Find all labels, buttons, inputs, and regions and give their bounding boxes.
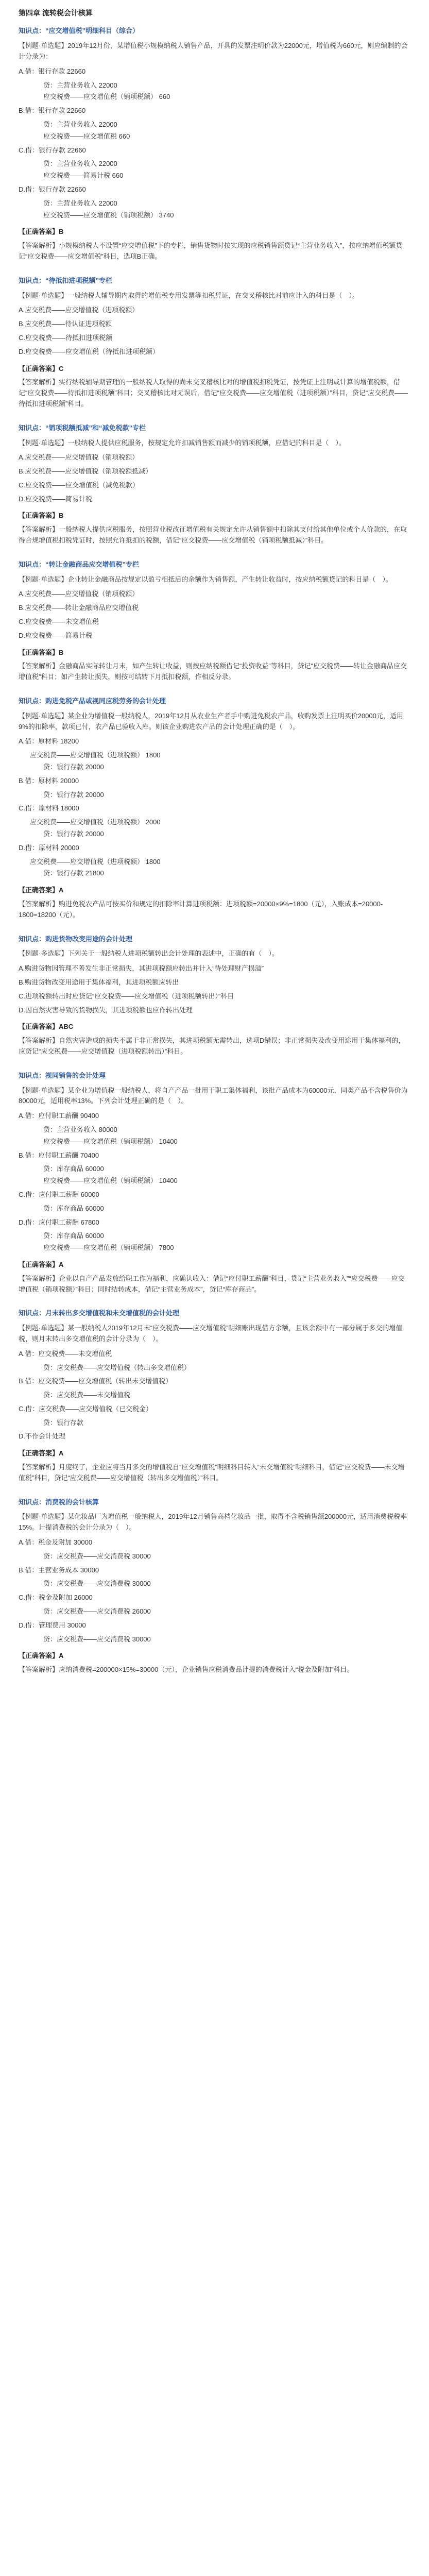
option-line: A.借：应交税费——未交增值税 — [19, 1349, 112, 1358]
option-line: A.购进货物因管理不善发生非正常损失，其进项税额应转出并计入“待处理财产损溢” — [19, 964, 264, 973]
option-line: B.购进货物改变用途用于集体福利，其进项税额应转出 — [19, 978, 179, 986]
journal-entry-line: 贷：银行存款 20000 — [43, 790, 104, 799]
answer-explanation: 【答案解析】购进免税农产品可按买价和规定的扣除率计算进项税额：进项税额=20000×9%=1800（元），入账成本=20000-1800=18200（元）。 — [19, 900, 383, 919]
journal-entry-line: 贷：银行存款 21800 — [43, 869, 104, 877]
journal-entry-line: 贷：银行存款 — [43, 1418, 84, 1427]
correct-answer: 【正确答案】A — [19, 1260, 64, 1268]
answer-explanation: 【答案解析】小规模纳税人不设置“应交增值税”下的专栏，销售货物时按实现的应税销售额贷记“主营业务收入”，按应纳增值税额贷记“应交税费——应交增值税”科目，选项B正确。 — [19, 242, 403, 260]
correct-answer: 【正确答案】A — [19, 886, 64, 894]
question-section — [19, 423, 410, 546]
journal-entry-line: 应交税费——应交增值税（进项税额） 1800 — [30, 751, 161, 759]
knowledge-point-title: 知识点：“待抵扣进项税额”专栏 — [19, 276, 113, 284]
option-line: B.借：主营业务成本 30000 — [19, 1566, 99, 1574]
option-line: A.借：银行存款 22660 — [19, 67, 86, 75]
correct-answer: 【正确答案】B — [19, 228, 64, 236]
option-line: D.应交税费——简易计税 — [19, 631, 93, 639]
option-line: A.借：原材料 18200 — [19, 737, 79, 745]
journal-entry-line: 贷：主营业务收入 80000 — [43, 1125, 117, 1133]
option-line: B.应交税费——待认证进项税额 — [19, 320, 112, 328]
correct-answer: 【正确答案】ABC — [19, 1023, 74, 1031]
knowledge-point-title: 知识点：消费税的会计核算 — [19, 1498, 99, 1506]
journal-entry-line: 贷：主营业务收入 22000 — [43, 160, 117, 168]
knowledge-point-title: 知识点：购进货物改变用途的会计处理 — [19, 935, 133, 943]
journal-entry-line: 贷：库存商品 60000 — [43, 1204, 104, 1212]
correct-answer: 【正确答案】A — [19, 1449, 64, 1458]
question-text: 【例题·单选题】企业转让金融商品按规定以盈亏相抵后的余额作为销售额，产生转让收益时，按应纳税额贷记的科目是（ ）。 — [19, 575, 392, 583]
journal-entry-line: 贷：主营业务收入 22000 — [43, 81, 117, 89]
answer-explanation: 【答案解析】实行纳税辅导期管理的一般纳税人取得的尚未交叉稽核比对的增值税扣税凭证，按凭证上注明或计算的增值税额，借记“应交税费——待抵扣进项税额”科目；交叉稽核比对无误后，借记“应交税费——应交增值税（进项税额）”科目，贷记“应交税费——待抵扣进项税额”科目。 — [19, 378, 408, 408]
question-text: 【例题·单选题】某企业为增值税一般纳税人，2019年12月从农业生产者手中购进免税农产品，收购发票上注明买价20000元，适用9%的扣除率，款项已付，农产品已验收入库。则该企业购进农产品的会计处理正确的是（ ）。 — [19, 711, 403, 731]
option-line: A.应交税费——应交增值税（进项税额） — [19, 306, 139, 314]
option-line: C.借：银行存款 22660 — [19, 146, 86, 154]
question-text: 【例题·单选题】一般纳税人辅导期内取得的增值税专用发票等扣税凭证，在交叉稽核比对前应计入的科目是（ ）。 — [19, 291, 359, 299]
question-text: 【例题·单选题】某化妆品厂为增值税一般纳税人，2019年12月销售高档化妆品一批，取得不含税销售额200000元，适用消费税税率15%。计提消费税的会计分录为（ ）。 — [19, 1513, 407, 1532]
journal-entry-line: 贷：库存商品 60000 — [43, 1165, 104, 1173]
option-line: D.借：管理费用 30000 — [19, 1621, 86, 1629]
answer-explanation: 【答案解析】自然灾害造成的损失不属于非正常损失，其进项税额无需转出，选项D错误；非正常损失及改变用途用于集体福利的，应贷记“应交税费——应交增值税（进项税额转出）”科目。 — [19, 1037, 405, 1055]
option-line: C.借：应付职工薪酬 60000 — [19, 1190, 99, 1198]
knowledge-point-title: 知识点：“销项税额抵减”和“减免税款”专栏 — [19, 423, 146, 432]
correct-answer: 【正确答案】A — [19, 1652, 64, 1660]
question-section — [19, 276, 410, 410]
option-line: C.借：税金及附加 26000 — [19, 1594, 93, 1602]
question-section — [19, 1071, 410, 1295]
question-text: 【例题·单选题】一般纳税人提供应税服务，按规定允许扣减销售额而减少的销项税额，应借记的科目是（ ）。 — [19, 438, 346, 447]
option-line: B.借：银行存款 22660 — [19, 107, 86, 115]
question-section — [19, 1497, 410, 1675]
journal-entry-line: 贷：主营业务收入 22000 — [43, 120, 117, 128]
knowledge-point-title: 知识点：“转让金融商品应交增值税”专栏 — [19, 560, 140, 568]
journal-entry-line: 应交税费——应交增值税（销项税额） 7800 — [43, 1244, 174, 1252]
knowledge-point-title: 知识点：“应交增值税”明细科目（综合） — [19, 27, 140, 35]
knowledge-point-title: 知识点：月末转出多交增值税和未交增值税的会计处理 — [19, 1309, 180, 1317]
option-line: C.进项税额转出时应贷记“应交税费——应交增值税（进项税额转出）”科目 — [19, 992, 234, 1000]
journal-entry-line: 贷：主营业务收入 22000 — [43, 199, 117, 207]
journal-entry-line: 贷：库存商品 60000 — [43, 1232, 104, 1240]
journal-entry-line: 贷：应交税费——未交增值税 — [43, 1391, 131, 1399]
journal-entry-line: 应交税费——应交增值税（销项税额） 10400 — [43, 1137, 178, 1145]
sections-container — [19, 26, 410, 1675]
document-title: 第四章 流转税会计核算 — [19, 9, 93, 17]
question-section — [19, 1308, 410, 1483]
answer-explanation: 【答案解析】企业以自产产品发放给职工作为福利，应确认收入：借记“应付职工薪酬”科目，贷记“主营业务收入”“应交税费——应交增值税（销项税额）”科目；同时结转成本，借记“主营业务成本”，贷记“库存商品”。 — [19, 1274, 405, 1293]
question-text: 【例题·单选题】某企业为增值税一般纳税人，将自产产品一批用于职工集体福利，该批产品成本为60000元，同类产品不含税售价为80000元，适用税率13%。下列会计处理正确的是（ ）。 — [19, 1086, 408, 1105]
option-line: C.应交税费——待抵扣进项税额 — [19, 333, 113, 342]
option-line: C.应交税费——未交增值税 — [19, 618, 99, 626]
journal-entry-line: 贷：应交税费——应交消费税 30000 — [43, 1552, 151, 1560]
journal-entry-line: 贷：银行存款 20000 — [43, 830, 104, 838]
option-line: D.应交税费——简易计税 — [19, 495, 93, 503]
question-section — [19, 560, 410, 683]
journal-entry-line: 应交税费——简易计税 660 — [43, 172, 124, 180]
question-text: 【例题·单选题】2019年12月份，某增值税小规模纳税人销售产品，开具的发票注明价款为22000元，增值税为660元，则应编制的会计分录为： — [19, 42, 408, 60]
journal-entry-line: 应交税费——应交增值税 660 — [43, 132, 130, 140]
option-line: D.借：原材料 20000 — [19, 843, 79, 852]
knowledge-point-title: 知识点：购进免税产品或视同应税劳务的会计处理 — [19, 697, 166, 705]
option-line: B.应交税费——应交增值税（销项税额抵减） — [19, 467, 152, 476]
correct-answer: 【正确答案】B — [19, 648, 64, 656]
option-line: A.应交税费——应交增值税（销项税额） — [19, 590, 139, 598]
correct-answer: 【正确答案】B — [19, 512, 64, 520]
correct-answer: 【正确答案】C — [19, 364, 64, 372]
journal-entry-line: 贷：应交税费——应交消费税 26000 — [43, 1607, 151, 1616]
journal-entry-line: 贷：应交税费——应交消费税 30000 — [43, 1580, 151, 1588]
question-section — [19, 696, 410, 921]
journal-entry-line: 贷：应交税费——应交增值税（转出多交增值税） — [43, 1363, 191, 1371]
question-section — [19, 934, 410, 1057]
journal-entry-line: 应交税费——应交增值税（销项税额） 3740 — [43, 211, 174, 219]
journal-entry-line: 应交税费——应交增值税（进项税额） 1800 — [30, 857, 161, 866]
answer-explanation: 【答案解析】应纳消费税=200000×15%=30000（元），企业销售应税消费品计提的消费税计入“税金及附加”科目。 — [19, 1666, 354, 1674]
knowledge-point-title: 知识点：视同销售的会计处理 — [19, 1071, 106, 1079]
option-line: C.应交税费——应交增值税（减免税款） — [19, 481, 140, 489]
journal-entry-line: 应交税费——应交增值税（销项税额） 660 — [43, 93, 170, 101]
option-line: B.借：应交税费——应交增值税（转出未交增值税） — [19, 1377, 173, 1385]
option-line: D.应交税费——应交增值税（待抵扣进项税额） — [19, 347, 160, 355]
option-line: B.借：原材料 20000 — [19, 776, 79, 785]
question-section — [19, 26, 410, 262]
journal-entry-line: 贷：应交税费——应交消费税 30000 — [43, 1635, 151, 1643]
option-line: D.不作会计处理 — [19, 1432, 66, 1440]
journal-entry-line: 贷：银行存款 20000 — [43, 763, 104, 771]
option-line: A.借：税金及附加 30000 — [19, 1538, 93, 1547]
option-line: C.借：应交税费——应交增值税（已交税金） — [19, 1404, 153, 1413]
option-line: B.应交税费——转让金融商品应交增值税 — [19, 604, 139, 612]
answer-explanation: 【答案解析】月度终了，企业应将当月多交的增值税自“应交增值税”明细科目转入“未交增值税”明细科目，借记“应交税费——未交增值税”科目，贷记“应交税费——应交增值税（转出多交增值税）”科目。 — [19, 1463, 405, 1482]
option-line: B.借：应付职工薪酬 70400 — [19, 1151, 99, 1159]
option-line: A.借：应付职工薪酬 90400 — [19, 1112, 99, 1120]
option-line: C.借：原材料 18000 — [19, 804, 79, 812]
option-line: A.应交税费——应交增值税（销项税额） — [19, 453, 139, 462]
journal-entry-line: 应交税费——应交增值税（销项税额） 10400 — [43, 1177, 178, 1185]
question-text: 【例题·单选题】某一般纳税人2019年12月末“应交税费——应交增值税”明细账出现借方余额，且该余额中有一部分属于多交的增值税，则月末转出多交增值税的会计分录为（ ）。 — [19, 1324, 403, 1343]
answer-explanation: 【答案解析】一般纳税人提供应税服务，按照营业税改征增值税有关规定允许从销售额中扣除其支付给其他单位或个人价款的，在取得合规增值税扣税凭证时，按照允许抵扣的税额，借记“应交税费——应交增值税（销项税额抵减）”科目。 — [19, 526, 407, 545]
option-line: D.因自然灾害导致的货物损失，其进项税额也应作转出处理 — [19, 1006, 193, 1014]
answer-explanation: 【答案解析】金融商品实际转让月末，如产生转让收益，则按应纳税额借记“投资收益”等科目，贷记“应交税费——转让金融商品应交增值税”科目；如产生转让损失，则按可结转下月抵扣税额，作相反分录。 — [19, 662, 407, 681]
option-line: D.借：应付职工薪酬 67800 — [19, 1218, 99, 1226]
option-line: D.借：银行存款 22660 — [19, 185, 86, 193]
journal-entry-line: 应交税费——应交增值税（进项税额） 2000 — [30, 818, 161, 826]
question-text: 【例题·多选题】下列关于一般纳税人进项税额转出会计处理的表述中，正确的有（ ）。 — [19, 950, 279, 958]
